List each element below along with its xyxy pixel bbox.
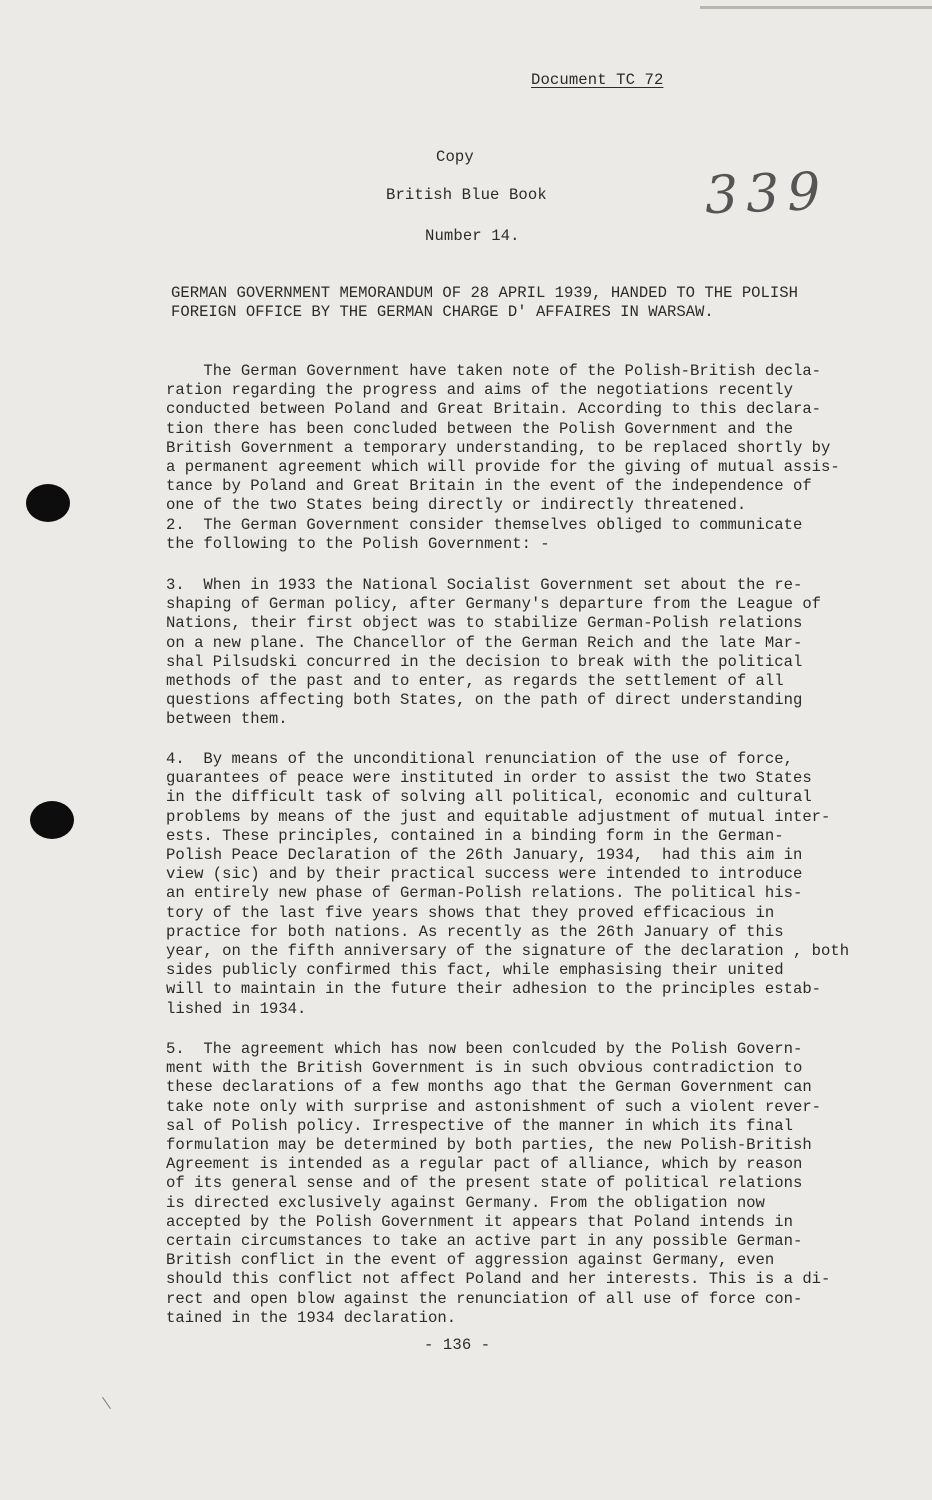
paragraph-5: 5. The agreement which has now been conlcuded by the Polish Govern- ment with the British Government is in such obvious contradiction to these declarations of a few months ago that the German Government can take note only with surprise and astonishment of such a violent rever- sal of Polish policy. Irrespective of the manner in which its final formulation may be determined by both parties, the new Polish-British Agreement is intended as a regular pact of alliance, which by reason of its general sense and of the present state of political relations is directed exclusively against Germany. From the obligation now accepted by the Polish Government it appears that Poland intends in certain circumstances to take an active part in any possible German- British conflict in the event of aggression against Germany, even should this conflict not affect Poland and her interests. This is a di- rect and open blow against the renunciation of all use of force con- tained in the 1934 declaration. xyxy=(166,1040,831,1327)
paragraph-1-2: The German Government have taken note of the Polish-British decla- ration regarding the progress and aims of the negotiations recently conducted between Poland and Great Britain. According to this declara- tion there has been concluded between the Polish Government and the British Government a temporary understanding, to be replaced shortly by a permanent agreement which will provide for the giving of mutual assis- tance by Poland and Great Britain in the event of the independence of one of the two States being directly or indirectly threatened. 2. The German Government consider themselves obliged to communicate the following to the Polish Government: - xyxy=(166,362,840,553)
document-reference: Document TC 72 xyxy=(531,71,664,89)
paper-edge-shadow xyxy=(700,6,932,9)
memorandum-heading: GERMAN GOVERNMENT MEMORANDUM OF 28 APRIL 1939, HANDED TO THE POLISH FOREIGN OFFICE BY THE GERMAN CHARGE D' AFFAIRES IN WARSAW. xyxy=(171,284,798,322)
paragraph-3: 3. When in 1933 the National Socialist Government set about the re- shaping of German policy, after Germany's departure from the League of Nations, their first object was to stabilize German-Polish relations on a new plane. The Chancellor of the German Reich and the late Mar- shal Pilsudski concurred in the decision to break with the political methods of the past and to enter, as regards the settlement of all questions affecting both States, on the path of direct understanding between them. xyxy=(166,576,822,729)
pencil-mark-icon xyxy=(102,1397,111,1409)
punch-hole-icon xyxy=(30,801,74,839)
source-number: Number 14. xyxy=(425,227,520,245)
paragraph-4: 4. By means of the unconditional renunciation of the use of force, guarantees of peace were instituted in order to assist the two States in the difficult task of solving all political, economic and cultural problems by means of the just and equitable adjustment of mutual inter- ests. These principles, contained in a binding form in the German- Polish Peace Declaration of the 26th January, 1934, had this aim in view (sic) and by their practical success were intended to introduce an entirely new phase of German-Polish relations. The political his- tory of the last five years shows that they proved efficacious in practice for both nations. As recently as the 26th January of this year, on the fifth anniversary of the signature of the declaration , both sides publicly confirmed this fact, while emphasising their united will to maintain in the future their adhesion to the principles estab- lished in 1934. xyxy=(166,750,850,1018)
punch-hole-icon xyxy=(26,484,70,522)
source-title: British Blue Book xyxy=(386,186,547,204)
handwritten-page-stamp: 339 xyxy=(703,161,830,227)
copy-label: Copy xyxy=(436,148,474,166)
page-number: - 136 - xyxy=(424,1336,491,1354)
